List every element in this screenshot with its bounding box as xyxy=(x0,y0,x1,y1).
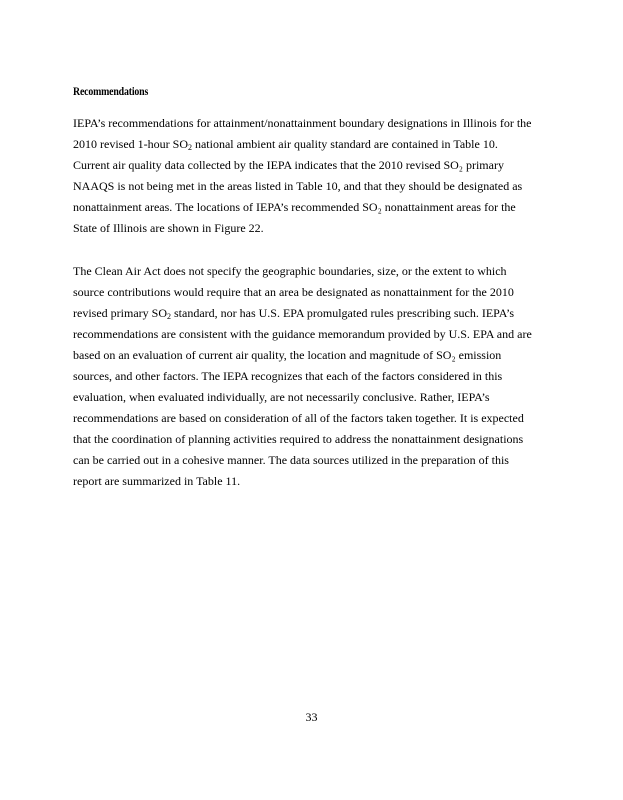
section-heading: Recommendations xyxy=(73,84,149,98)
paragraph-line: can be carried out in a cohesive manner. The data sources utilized in the preparation of this xyxy=(73,453,509,467)
paragraph-line: Current air quality data collected by the IEPA indicates that the 2010 revised SO₂ primary xyxy=(73,158,504,172)
text-run: standard, nor has U.S. EPA promulgated rules prescribing such. IEPA’s xyxy=(170,306,515,320)
text-run: national ambient air quality standard are contained in Table 10. xyxy=(191,137,498,151)
subscript: 2 xyxy=(187,143,192,152)
paragraph-line: based on an evaluation of current air quality, the location and magnitude of SO₂ emission xyxy=(73,348,502,362)
paragraph-line: recommendations are based on consideration of all of the factors taken together. It is expected xyxy=(73,411,524,425)
paragraph-line: sources, and other factors. The IEPA recognizes that each of the factors considered in this xyxy=(73,369,503,383)
page-number: 33 xyxy=(305,710,318,724)
text-run: 2010 revised 1-hour SO xyxy=(73,137,188,151)
text-run: revised primary SO xyxy=(73,306,167,320)
paragraph-line: NAAQS is not being met in the areas listed in Table 10, and that they should be designated as xyxy=(73,179,523,193)
paragraph-line: nonattainment areas. The locations of IEPA’s recommended SO₂ nonattainment areas for the xyxy=(73,200,516,214)
paragraph-line xyxy=(73,306,514,324)
paragraph-line: source contributions would require that an area be designated as nonattainment for the 2010 xyxy=(73,285,514,299)
paragraph-line: State of Illinois are shown in Figure 22. xyxy=(73,221,264,235)
paragraph-line: that the coordination of planning activities required to address the nonattainment designations xyxy=(73,432,524,446)
subscript: 2 xyxy=(166,312,171,321)
paragraph-line: IEPA’s recommendations for attainment/nonattainment boundary designations in Illinois for the xyxy=(73,116,532,130)
paragraph-line: report are summarized in Table 11. xyxy=(73,474,241,488)
paragraph-line: evaluation, when evaluated individually, are not necessarily conclusive. Rather, IEPA’s xyxy=(73,390,490,404)
paragraph-line xyxy=(73,137,498,155)
paragraph-line: recommendations are consistent with the guidance memorandum provided by U.S. EPA and are xyxy=(73,327,532,341)
paragraph-line: The Clean Air Act does not specify the geographic boundaries, size, or the extent to which xyxy=(73,264,507,278)
